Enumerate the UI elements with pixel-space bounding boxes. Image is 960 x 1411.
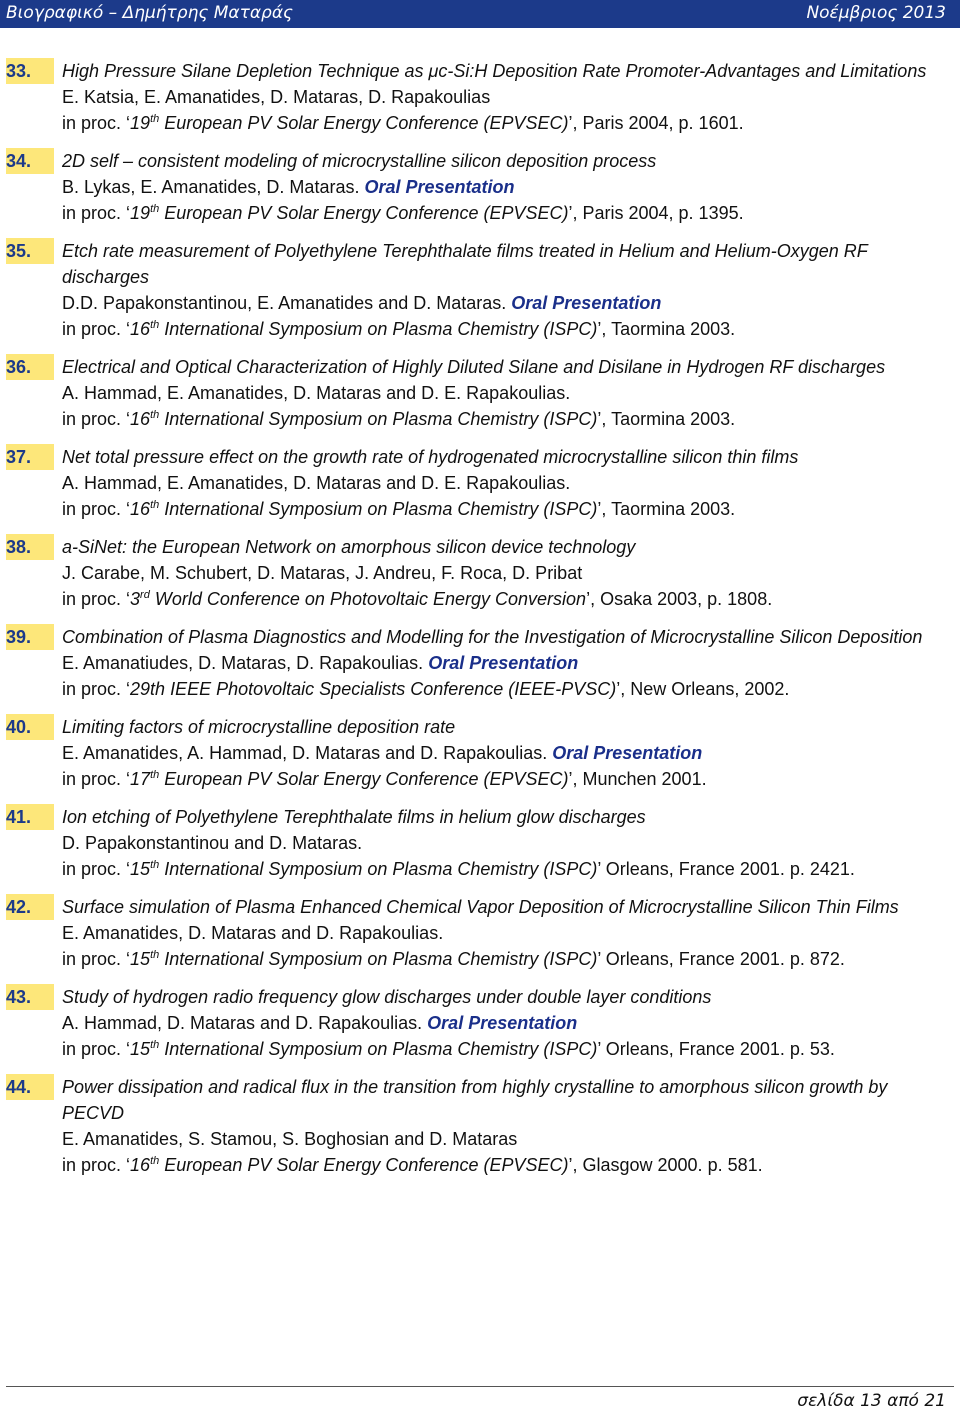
publication-entry — [0, 984, 960, 1062]
proc-prefix: in proc. — [62, 319, 122, 339]
entry-venue: in proc. ‘15th International Symposium on Plasma Chemistry (ISPC)’ Orleans, France 2001. p. 53. — [62, 1039, 835, 1059]
conference-details: , Glasgow 2000. p. 581. — [572, 1155, 763, 1175]
entry-title: Surface simulation of Plasma Enhanced Chemical Vapor Deposition of Microcrystalline Silicon Thin Films — [62, 897, 899, 917]
entry-venue: in proc. ‘16th International Symposium on Plasma Chemistry (ISPC)’, Taormina 2003. — [62, 319, 736, 339]
publication-entry — [0, 148, 960, 226]
oral-presentation-label: Oral Presentation — [364, 177, 515, 197]
ordinal-suffix: th — [150, 499, 160, 511]
entry-number: 38. — [6, 534, 54, 560]
header-date: Νοέμβριος 2013 — [806, 3, 946, 23]
publication-entry — [0, 894, 960, 972]
entry-number: 34. — [6, 148, 54, 174]
entry-venue: in proc. ‘15th International Symposium on Plasma Chemistry (ISPC)’ Orleans, France 2001. p. 2421. — [62, 859, 855, 879]
conference-name: International Symposium on Plasma Chemistry (ISPC) — [164, 319, 598, 339]
conference-details: , Munchen 2001. — [572, 769, 707, 789]
entry-title: Power dissipation and radical flux in the transition from highly crystalline to amorphous silicon growth by PECVD — [62, 1077, 888, 1123]
entry-body — [62, 804, 954, 882]
entry-authors — [62, 1126, 954, 1152]
ordinal-suffix: th — [150, 1155, 160, 1167]
conference-name: European PV Solar Energy Conference (EPVSEC) — [164, 203, 569, 223]
conference-ordinal: 15 — [130, 1039, 151, 1059]
proc-prefix: in proc. — [62, 769, 122, 789]
oral-presentation-label: Oral Presentation — [428, 653, 579, 673]
entry-venue: in proc. ‘15th International Symposium on Plasma Chemistry (ISPC)’ Orleans, France 2001. p. 872. — [62, 949, 845, 969]
entry-body — [62, 148, 954, 226]
ordinal-suffix: th — [150, 949, 160, 961]
authors-text: J. Carabe, M. Schubert, D. Mataras, J. Andreu, F. Roca, D. Pribat — [62, 563, 583, 583]
entry-body — [62, 714, 954, 792]
proc-prefix: in proc. — [62, 949, 122, 969]
publication-entry — [0, 444, 960, 522]
authors-text: D.D. Papakonstantinou, E. Amanatides and D. Mataras. — [62, 293, 507, 313]
entry-body — [62, 894, 954, 972]
authors-text: A. Hammad, E. Amanatides, D. Mataras and D. E. Rapakoulias. — [62, 473, 571, 493]
entry-venue: in proc. ‘17th European PV Solar Energy Conference (EPVSEC)’, Munchen 2001. — [62, 769, 707, 789]
conference-details: Orleans, France 2001. p. 872. — [600, 949, 845, 969]
conference-name: World Conference on Photovoltaic Energy Conversion — [154, 589, 587, 609]
oral-presentation-label: Oral Presentation — [552, 743, 703, 763]
footer-divider — [6, 1386, 954, 1387]
conference-ordinal: 15 — [130, 859, 151, 879]
authors-text: E. Katsia, E. Amanatides, D. Mataras, D. Rapakoulias — [62, 87, 491, 107]
entry-authors — [62, 920, 954, 946]
authors-text: E. Amanatides, S. Stamou, S. Boghosian and D. Mataras — [62, 1129, 518, 1149]
entry-number: 37. — [6, 444, 54, 470]
publication-entry — [0, 534, 960, 612]
conference-details: , Osaka 2003, p. 1808. — [590, 589, 773, 609]
entry-title: Study of hydrogen radio frequency glow discharges under double layer conditions — [62, 987, 712, 1007]
header-document-title: Βιογραφικό – Δημήτρης Ματαράς — [6, 3, 294, 23]
proc-prefix: in proc. — [62, 113, 122, 133]
authors-text: E. Amanatides, D. Mataras and D. Rapakoulias. — [62, 923, 444, 943]
conference-details: Orleans, France 2001. p. 53. — [600, 1039, 835, 1059]
entry-authors — [62, 560, 954, 586]
publication-entry — [0, 58, 960, 136]
entry-venue: in proc. ‘19th European PV Solar Energy Conference (EPVSEC)’, Paris 2004, p. 1395. — [62, 203, 744, 223]
conference-ordinal: 17 — [130, 769, 151, 789]
ordinal-suffix: th — [150, 319, 160, 331]
publication-entry — [0, 624, 960, 702]
ordinal-suffix: th — [150, 769, 160, 781]
conference-ordinal: 15 — [130, 949, 151, 969]
entry-authors — [62, 650, 954, 676]
entry-venue: in proc. ‘16th European PV Solar Energy Conference (EPVSEC)’, Glasgow 2000. p. 581. — [62, 1155, 763, 1175]
entry-authors — [62, 84, 954, 110]
entry-title: Combination of Plasma Diagnostics and Modelling for the Investigation of Microcrystalline Silicon Deposition — [62, 627, 923, 647]
conference-ordinal: 3 — [130, 589, 141, 609]
proc-prefix: in proc. — [62, 589, 122, 609]
entry-venue: in proc. ‘19th European PV Solar Energy Conference (EPVSEC)’, Paris 2004, p. 1601. — [62, 113, 744, 133]
entry-title: 2D self – consistent modeling of microcrystalline silicon deposition process — [62, 151, 657, 171]
authors-text: D. Papakonstantinou and D. Mataras. — [62, 833, 363, 853]
proc-prefix: in proc. — [62, 679, 122, 699]
entry-body — [62, 624, 954, 702]
oral-presentation-label: Oral Presentation — [427, 1013, 578, 1033]
ordinal-suffix: th — [150, 113, 160, 125]
publication-entry — [0, 354, 960, 432]
conference-ordinal: 16 — [130, 499, 151, 519]
oral-presentation-label: Oral Presentation — [511, 293, 662, 313]
publication-entry — [0, 238, 960, 342]
ordinal-suffix: th — [150, 409, 160, 421]
authors-text: E. Amanatiudes, D. Mataras, D. Rapakoulias. — [62, 653, 424, 673]
entry-title: Ion etching of Polyethylene Terephthalate films in helium glow discharges — [62, 807, 646, 827]
entry-venue: in proc. ‘16th International Symposium on Plasma Chemistry (ISPC)’, Taormina 2003. — [62, 409, 736, 429]
authors-text: E. Amanatides, A. Hammad, D. Mataras and D. Rapakoulias. — [62, 743, 548, 763]
entry-authors — [62, 290, 954, 316]
entry-title: Electrical and Optical Characterization of Highly Diluted Silane and Disilane in Hydrogen RF discharges — [62, 357, 886, 377]
conference-name: International Symposium on Plasma Chemistry (ISPC) — [164, 859, 598, 879]
conference-details: , Taormina 2003. — [601, 409, 736, 429]
entry-number: 41. — [6, 804, 54, 830]
conference-details: Orleans, France 2001. p. 2421. — [600, 859, 855, 879]
conference-name: International Symposium on Plasma Chemistry (ISPC) — [164, 949, 598, 969]
entry-authors — [62, 740, 954, 766]
publication-entry — [0, 714, 960, 792]
proc-prefix: in proc. — [62, 499, 122, 519]
authors-text: A. Hammad, D. Mataras and D. Rapakoulias. — [62, 1013, 423, 1033]
proc-prefix: in proc. — [62, 859, 122, 879]
entry-number: 33. — [6, 58, 54, 84]
entry-number: 36. — [6, 354, 54, 380]
entry-title: a-SiNet: the European Network on amorphous silicon device technology — [62, 537, 636, 557]
ordinal-suffix: th — [150, 203, 160, 215]
conference-ordinal: 29th — [130, 679, 166, 699]
entry-number: 39. — [6, 624, 54, 650]
entry-title: Limiting factors of microcrystalline deposition rate — [62, 717, 456, 737]
conference-name: International Symposium on Plasma Chemistry (ISPC) — [164, 1039, 598, 1059]
entry-body — [62, 534, 954, 612]
entry-number: 40. — [6, 714, 54, 740]
authors-text: A. Hammad, E. Amanatides, D. Mataras and D. E. Rapakoulias. — [62, 383, 571, 403]
entry-body — [62, 58, 954, 136]
proc-prefix: in proc. — [62, 203, 122, 223]
entry-venue: in proc. ‘3rd World Conference on Photovoltaic Energy Conversion’, Osaka 2003, p. 1808. — [62, 589, 773, 609]
entry-authors — [62, 380, 954, 406]
entry-body — [62, 1074, 954, 1178]
conference-details: , New Orleans, 2002. — [620, 679, 790, 699]
publication-entry — [0, 804, 960, 882]
entry-number: 43. — [6, 984, 54, 1010]
conference-ordinal: 16 — [130, 1155, 151, 1175]
entry-body — [62, 444, 954, 522]
publication-entry — [0, 1074, 960, 1178]
entry-authors — [62, 830, 954, 856]
conference-ordinal: 16 — [130, 319, 151, 339]
conference-details: , Paris 2004, p. 1601. — [572, 113, 744, 133]
proc-prefix: in proc. — [62, 409, 122, 429]
conference-details: , Taormina 2003. — [601, 319, 736, 339]
ordinal-suffix: th — [150, 1039, 160, 1051]
entry-body — [62, 354, 954, 432]
ordinal-suffix: rd — [140, 589, 150, 601]
authors-text: B. Lykas, E. Amanatides, D. Mataras. — [62, 177, 360, 197]
page-header — [0, 0, 960, 28]
conference-details: , Paris 2004, p. 1395. — [572, 203, 744, 223]
conference-name: European PV Solar Energy Conference (EPVSEC) — [164, 1155, 569, 1175]
entry-authors — [62, 470, 954, 496]
entry-title: Etch rate measurement of Polyethylene Terephthalate films treated in Helium and Helium-Oxygen RF discharges — [62, 241, 868, 287]
entry-number: 42. — [6, 894, 54, 920]
proc-prefix: in proc. — [62, 1039, 122, 1059]
page-number: σελίδα 13 από 21 — [797, 1391, 946, 1411]
entry-authors — [62, 1010, 954, 1036]
conference-name: International Symposium on Plasma Chemistry (ISPC) — [164, 499, 598, 519]
entry-number: 35. — [6, 238, 54, 264]
entry-venue: in proc. ‘29th IEEE Photovoltaic Specialists Conference (IEEE-PVSC)’, New Orleans, 2002. — [62, 679, 790, 699]
conference-ordinal: 19 — [130, 113, 151, 133]
conference-details: , Taormina 2003. — [601, 499, 736, 519]
entry-authors — [62, 174, 954, 200]
conference-name: IEEE Photovoltaic Specialists Conference (IEEE-PVSC) — [170, 679, 617, 699]
entry-body — [62, 238, 954, 342]
ordinal-suffix: th — [150, 859, 160, 871]
conference-name: European PV Solar Energy Conference (EPVSEC) — [164, 769, 569, 789]
conference-name: International Symposium on Plasma Chemistry (ISPC) — [164, 409, 598, 429]
conference-ordinal: 19 — [130, 203, 151, 223]
entry-title: High Pressure Silane Depletion Technique as μc-Si:H Deposition Rate Promoter-Advantages and Limitations — [62, 61, 927, 81]
publication-list — [0, 58, 960, 1190]
entry-number: 44. — [6, 1074, 54, 1100]
conference-name: European PV Solar Energy Conference (EPVSEC) — [164, 113, 569, 133]
entry-body — [62, 984, 954, 1062]
entry-venue: in proc. ‘16th International Symposium on Plasma Chemistry (ISPC)’, Taormina 2003. — [62, 499, 736, 519]
conference-ordinal: 16 — [130, 409, 151, 429]
entry-title: Net total pressure effect on the growth rate of hydrogenated microcrystalline silicon thin films — [62, 447, 799, 467]
proc-prefix: in proc. — [62, 1155, 122, 1175]
